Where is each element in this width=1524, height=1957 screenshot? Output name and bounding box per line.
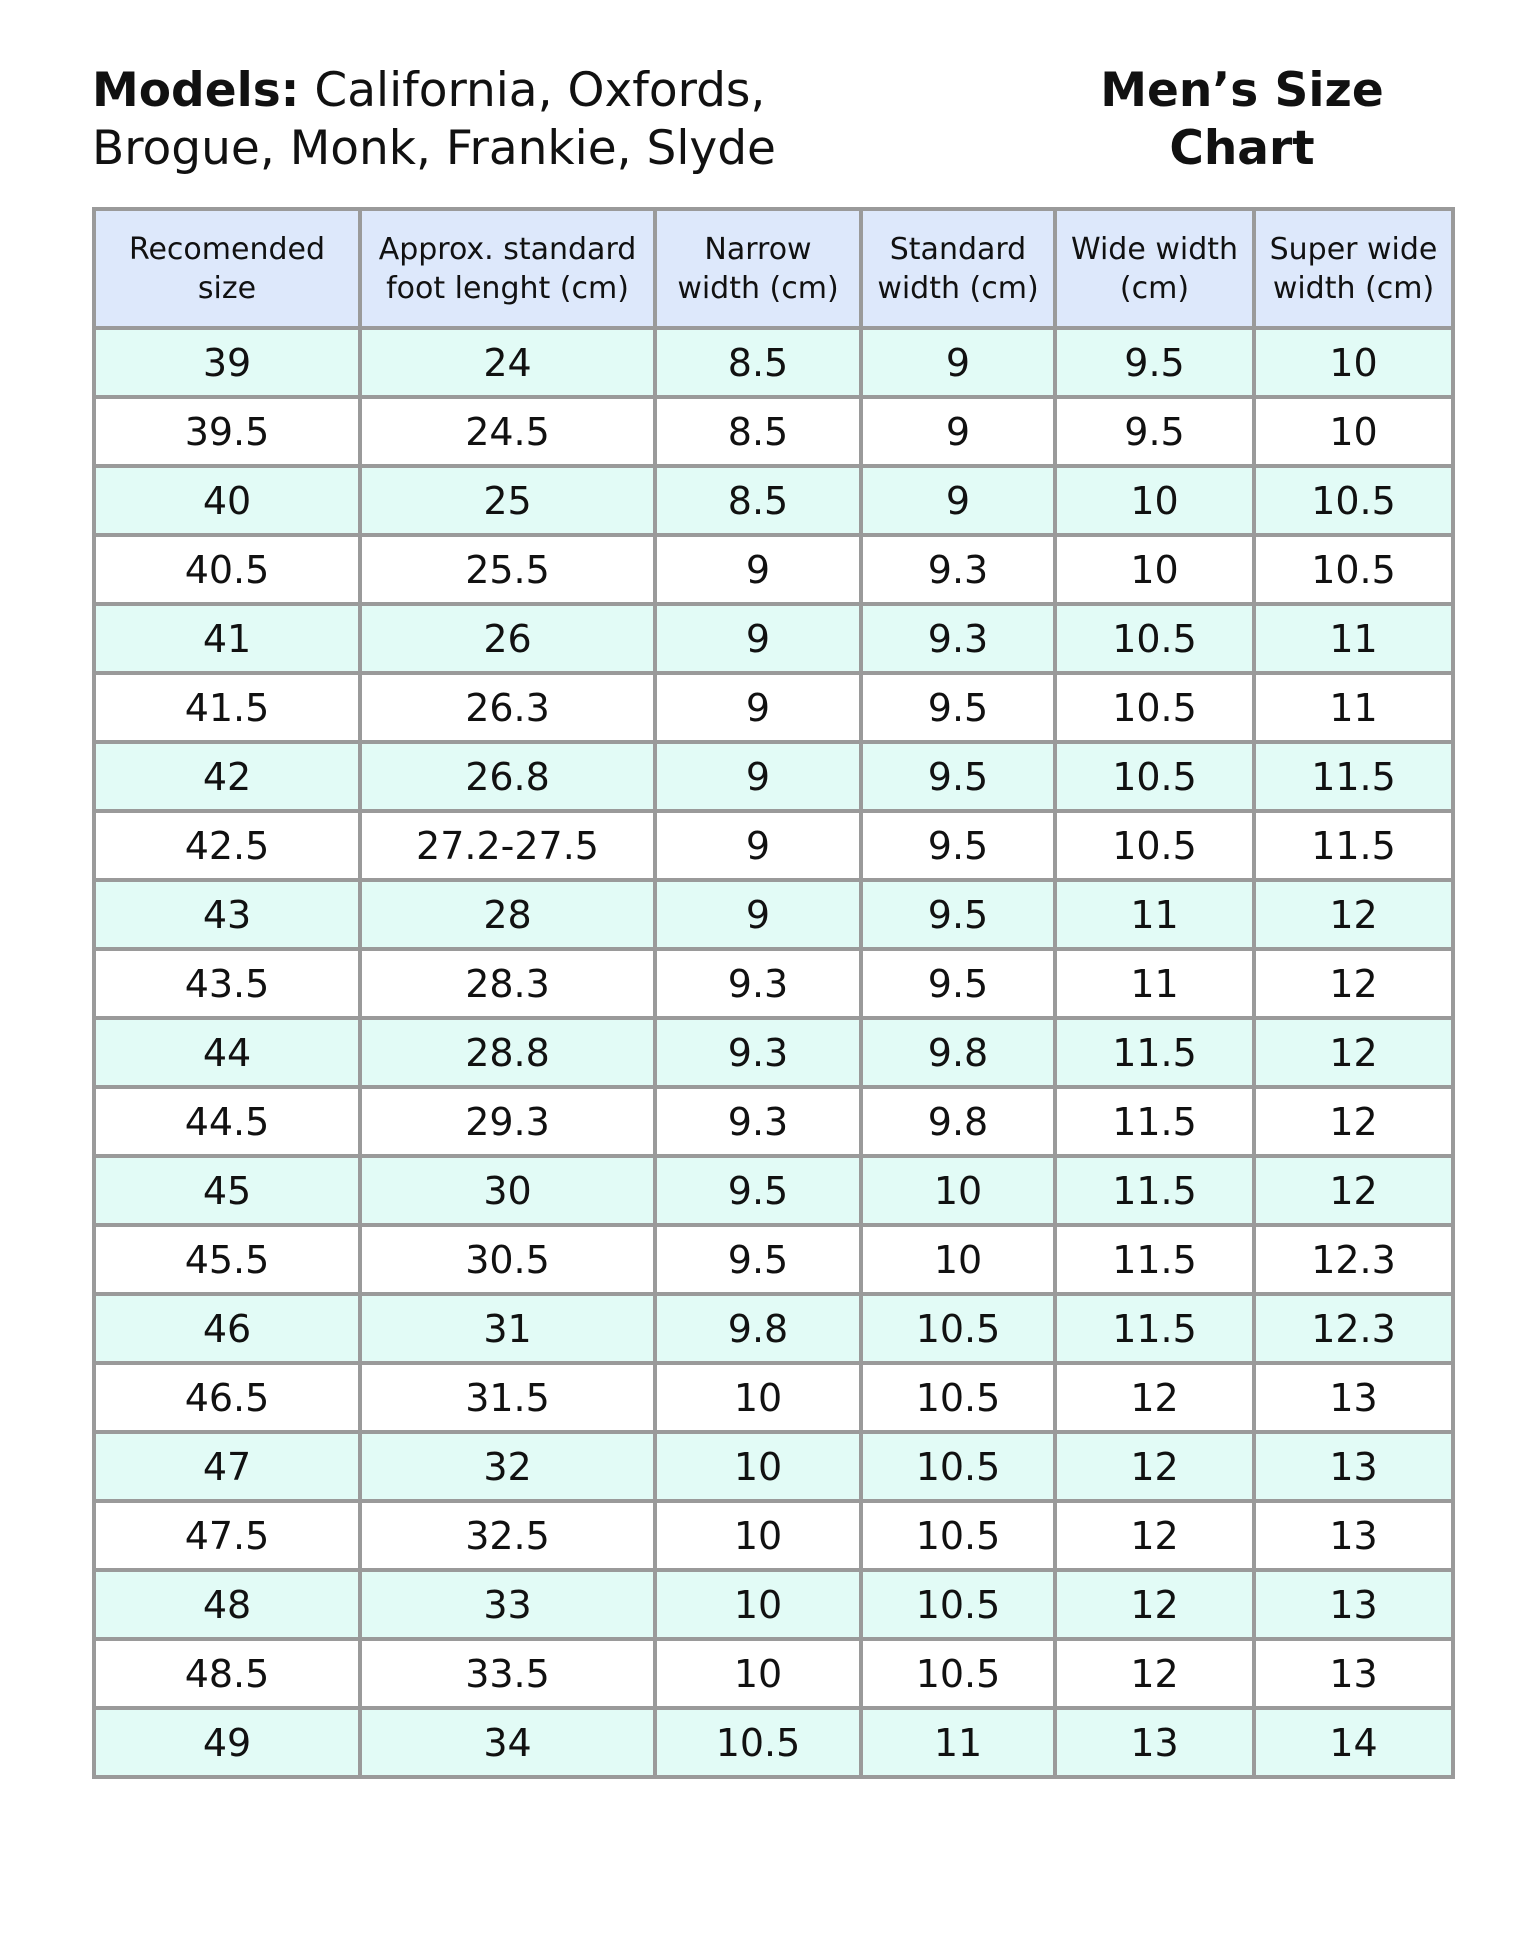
wide-width-cell: 11.5 [1055,1294,1254,1363]
table-row [94,1294,1453,1363]
narrow-width-cell: 9 [655,535,861,604]
narrow-width-cell: 10.5 [655,1708,861,1777]
table-row [94,535,1453,604]
narrow-width-cell: 9 [655,604,861,673]
narrow-width-cell: 9 [655,742,861,811]
recommended-size-cell: 47.5 [94,1501,360,1570]
table-row [94,1501,1453,1570]
standard-width-cell: 9.3 [861,604,1055,673]
recommended-size-cell: 43.5 [94,949,360,1018]
super-wide-width-cell: 13 [1254,1363,1453,1432]
title-line-1: Men’s Size [1100,63,1384,118]
standard-width-cell: 10.5 [861,1432,1055,1501]
foot-length-cell: 27.2-27.5 [360,811,655,880]
table-row [94,1363,1453,1432]
table-row [94,328,1453,397]
column-header-recommended-size: Recomended size [94,209,360,328]
narrow-width-cell: 10 [655,1570,861,1639]
foot-length-cell: 24 [360,328,655,397]
table-row [94,1156,1453,1225]
size-chart-table [92,207,1455,1779]
recommended-size-cell: 39 [94,328,360,397]
narrow-width-cell: 8.5 [655,328,861,397]
super-wide-width-cell: 13 [1254,1570,1453,1639]
foot-length-cell: 26.3 [360,673,655,742]
wide-width-cell: 9.5 [1055,397,1254,466]
foot-length-cell: 30 [360,1156,655,1225]
foot-length-cell: 28 [360,880,655,949]
recommended-size-cell: 41.5 [94,673,360,742]
recommended-size-cell: 47 [94,1432,360,1501]
standard-width-cell: 11 [861,1708,1055,1777]
recommended-size-cell: 45.5 [94,1225,360,1294]
standard-width-cell: 9 [861,397,1055,466]
narrow-width-cell: 9 [655,811,861,880]
wide-width-cell: 11.5 [1055,1087,1254,1156]
column-header-foot-length: Approx. standard foot lenght (cm) [360,209,655,328]
standard-width-cell: 10 [861,1225,1055,1294]
wide-width-cell: 10.5 [1055,604,1254,673]
narrow-width-cell: 9.3 [655,1087,861,1156]
standard-width-cell: 9.8 [861,1018,1055,1087]
wide-width-cell: 10 [1055,535,1254,604]
foot-length-cell: 25.5 [360,535,655,604]
wide-width-cell: 9.5 [1055,328,1254,397]
table-header-row [94,209,1453,328]
wide-width-cell: 12 [1055,1501,1254,1570]
table-row [94,466,1453,535]
super-wide-width-cell: 11 [1254,604,1453,673]
foot-length-cell: 34 [360,1708,655,1777]
super-wide-width-cell: 11.5 [1254,742,1453,811]
recommended-size-cell: 40 [94,466,360,535]
super-wide-width-cell: 11.5 [1254,811,1453,880]
standard-width-cell: 10 [861,1156,1055,1225]
super-wide-width-cell: 10.5 [1254,466,1453,535]
table-row [94,880,1453,949]
recommended-size-cell: 40.5 [94,535,360,604]
narrow-width-cell: 9 [655,880,861,949]
foot-length-cell: 29.3 [360,1087,655,1156]
super-wide-width-cell: 12 [1254,1156,1453,1225]
column-header-wide-width: Wide width (cm) [1055,209,1254,328]
narrow-width-cell: 9.5 [655,1156,861,1225]
super-wide-width-cell: 13 [1254,1639,1453,1708]
recommended-size-cell: 44.5 [94,1087,360,1156]
standard-width-cell: 9.5 [861,811,1055,880]
standard-width-cell: 9.8 [861,1087,1055,1156]
wide-width-cell: 10.5 [1055,742,1254,811]
wide-width-cell: 12 [1055,1363,1254,1432]
super-wide-width-cell: 10.5 [1254,535,1453,604]
table-row [94,1018,1453,1087]
models-label: Models: [92,63,300,118]
foot-length-cell: 31 [360,1294,655,1363]
super-wide-width-cell: 10 [1254,328,1453,397]
super-wide-width-cell: 11 [1254,673,1453,742]
table-row [94,673,1453,742]
table-row [94,811,1453,880]
standard-width-cell: 9 [861,466,1055,535]
wide-width-cell: 10 [1055,466,1254,535]
foot-length-cell: 25 [360,466,655,535]
table-row [94,1087,1453,1156]
recommended-size-cell: 49 [94,1708,360,1777]
recommended-size-cell: 43 [94,880,360,949]
column-header-narrow-width: Narrow width (cm) [655,209,861,328]
standard-width-cell: 10.5 [861,1363,1055,1432]
wide-width-cell: 12 [1055,1570,1254,1639]
table-row [94,742,1453,811]
wide-width-cell: 11.5 [1055,1225,1254,1294]
recommended-size-cell: 42 [94,742,360,811]
standard-width-cell: 10.5 [861,1639,1055,1708]
standard-width-cell: 10.5 [861,1570,1055,1639]
standard-width-cell: 10.5 [861,1501,1055,1570]
column-header-super-wide-width: Super wide width (cm) [1254,209,1453,328]
wide-width-cell: 12 [1055,1432,1254,1501]
narrow-width-cell: 8.5 [655,466,861,535]
recommended-size-cell: 48.5 [94,1639,360,1708]
recommended-size-cell: 45 [94,1156,360,1225]
standard-width-cell: 9 [861,328,1055,397]
wide-width-cell: 11 [1055,880,1254,949]
narrow-width-cell: 9 [655,673,861,742]
page-header [92,62,1437,182]
recommended-size-cell: 42.5 [94,811,360,880]
table-row [94,1570,1453,1639]
super-wide-width-cell: 13 [1254,1501,1453,1570]
foot-length-cell: 26 [360,604,655,673]
foot-length-cell: 24.5 [360,397,655,466]
foot-length-cell: 26.8 [360,742,655,811]
wide-width-cell: 13 [1055,1708,1254,1777]
narrow-width-cell: 8.5 [655,397,861,466]
super-wide-width-cell: 12 [1254,880,1453,949]
super-wide-width-cell: 12.3 [1254,1225,1453,1294]
narrow-width-cell: 9.3 [655,949,861,1018]
models-line-2: Brogue, Monk, Frankie, Slyde [92,121,776,176]
recommended-size-cell: 41 [94,604,360,673]
table-row [94,604,1453,673]
models-list [92,62,912,178]
recommended-size-cell: 48 [94,1570,360,1639]
table-row [94,1432,1453,1501]
standard-width-cell: 9.3 [861,535,1055,604]
title-line-2: Chart [1169,121,1315,176]
table-row [94,1225,1453,1294]
column-header-standard-width: Standard width (cm) [861,209,1055,328]
super-wide-width-cell: 12.3 [1254,1294,1453,1363]
super-wide-width-cell: 12 [1254,1087,1453,1156]
wide-width-cell: 11 [1055,949,1254,1018]
standard-width-cell: 9.5 [861,949,1055,1018]
foot-length-cell: 30.5 [360,1225,655,1294]
narrow-width-cell: 10 [655,1432,861,1501]
recommended-size-cell: 44 [94,1018,360,1087]
foot-length-cell: 33.5 [360,1639,655,1708]
models-line-1: California, Oxfords, [314,63,766,118]
recommended-size-cell: 39.5 [94,397,360,466]
table-row [94,397,1453,466]
foot-length-cell: 32.5 [360,1501,655,1570]
narrow-width-cell: 9.5 [655,1225,861,1294]
wide-width-cell: 11.5 [1055,1156,1254,1225]
super-wide-width-cell: 10 [1254,397,1453,466]
narrow-width-cell: 9.8 [655,1294,861,1363]
foot-length-cell: 33 [360,1570,655,1639]
narrow-width-cell: 10 [655,1501,861,1570]
super-wide-width-cell: 13 [1254,1432,1453,1501]
table-row [94,1639,1453,1708]
narrow-width-cell: 9.3 [655,1018,861,1087]
foot-length-cell: 28.8 [360,1018,655,1087]
standard-width-cell: 9.5 [861,742,1055,811]
standard-width-cell: 10.5 [861,1294,1055,1363]
table-body [94,328,1453,1777]
wide-width-cell: 12 [1055,1639,1254,1708]
standard-width-cell: 9.5 [861,880,1055,949]
recommended-size-cell: 46 [94,1294,360,1363]
recommended-size-cell: 46.5 [94,1363,360,1432]
standard-width-cell: 9.5 [861,673,1055,742]
foot-length-cell: 32 [360,1432,655,1501]
table-row [94,1708,1453,1777]
wide-width-cell: 10.5 [1055,811,1254,880]
wide-width-cell: 10.5 [1055,673,1254,742]
page-title [1092,62,1392,178]
foot-length-cell: 31.5 [360,1363,655,1432]
narrow-width-cell: 10 [655,1363,861,1432]
table-row [94,949,1453,1018]
foot-length-cell: 28.3 [360,949,655,1018]
super-wide-width-cell: 12 [1254,949,1453,1018]
super-wide-width-cell: 12 [1254,1018,1453,1087]
wide-width-cell: 11.5 [1055,1018,1254,1087]
super-wide-width-cell: 14 [1254,1708,1453,1777]
narrow-width-cell: 10 [655,1639,861,1708]
